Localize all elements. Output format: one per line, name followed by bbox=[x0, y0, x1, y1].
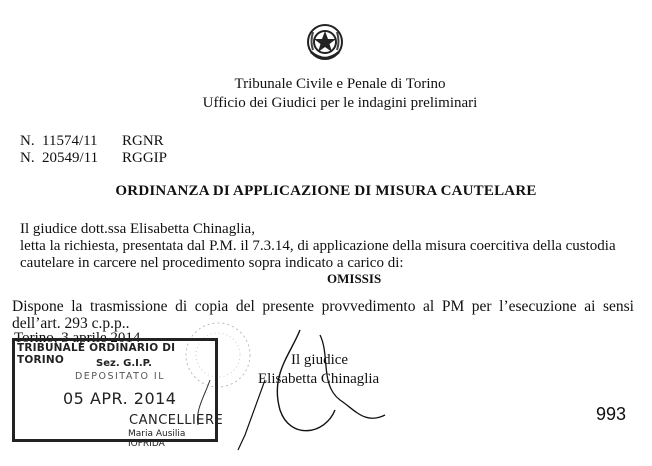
dispone-line-2: dell’art. 293 c.p.p.. bbox=[12, 315, 130, 332]
stamp-clerk: CANCELLIERE bbox=[129, 413, 224, 428]
omissis-label: OMISSIS bbox=[327, 271, 382, 286]
ref-n-label: N. bbox=[20, 150, 35, 166]
signature-title: Il giudice bbox=[291, 352, 349, 368]
court-name: Tribunale Civile e Penale di Torino bbox=[234, 76, 446, 92]
body-line-custody: cautelare in carcere nel procedimento sopra indicato a carico di: bbox=[20, 255, 404, 271]
document-title: ORDINANZA DI APPLICAZIONE DI MISURA CAUTELARE bbox=[115, 183, 537, 199]
filing-stamp bbox=[12, 338, 224, 449]
stamp-court: TRIBUNALE ORDINARIO DI TORINO bbox=[17, 342, 176, 366]
ref-number: 11574/11 bbox=[42, 133, 98, 149]
body-line-request: letta la richiesta, presentata dal P.M. il 7.3.14, di applicazione della misura coercitiva della custodia bbox=[20, 238, 616, 254]
page-number: 993 bbox=[596, 404, 627, 424]
ref-n-label: N. bbox=[20, 133, 35, 149]
signature-name: Elisabetta Chinaglia bbox=[258, 371, 380, 387]
stamp-clerk-name: Maria Ausilia IOFRIDA bbox=[128, 429, 186, 449]
italian-republic-emblem-icon bbox=[305, 22, 345, 62]
ref-code: RGGIP bbox=[122, 150, 168, 166]
body-line-judge: Il giudice dott.ssa Elisabetta Chinaglia, bbox=[20, 221, 255, 237]
ref-number: 20549/11 bbox=[42, 150, 99, 166]
stamp-deposited: DEPOSITATO IL bbox=[74, 371, 166, 382]
ref-code: RGNR bbox=[122, 133, 164, 149]
office-name: Ufficio dei Giudici per le indagini preliminari bbox=[202, 95, 478, 111]
stamp-date: 05 APR. 2014 bbox=[63, 389, 177, 408]
dispone-line: Dispone la trasmissione di copia del presente provvedimento al PM per l’esecuzione ai sensi bbox=[12, 298, 634, 315]
place-date: Torino, 3 aprile 2014 bbox=[14, 330, 141, 346]
stamp-section: Sez. G.I.P. bbox=[96, 358, 152, 369]
